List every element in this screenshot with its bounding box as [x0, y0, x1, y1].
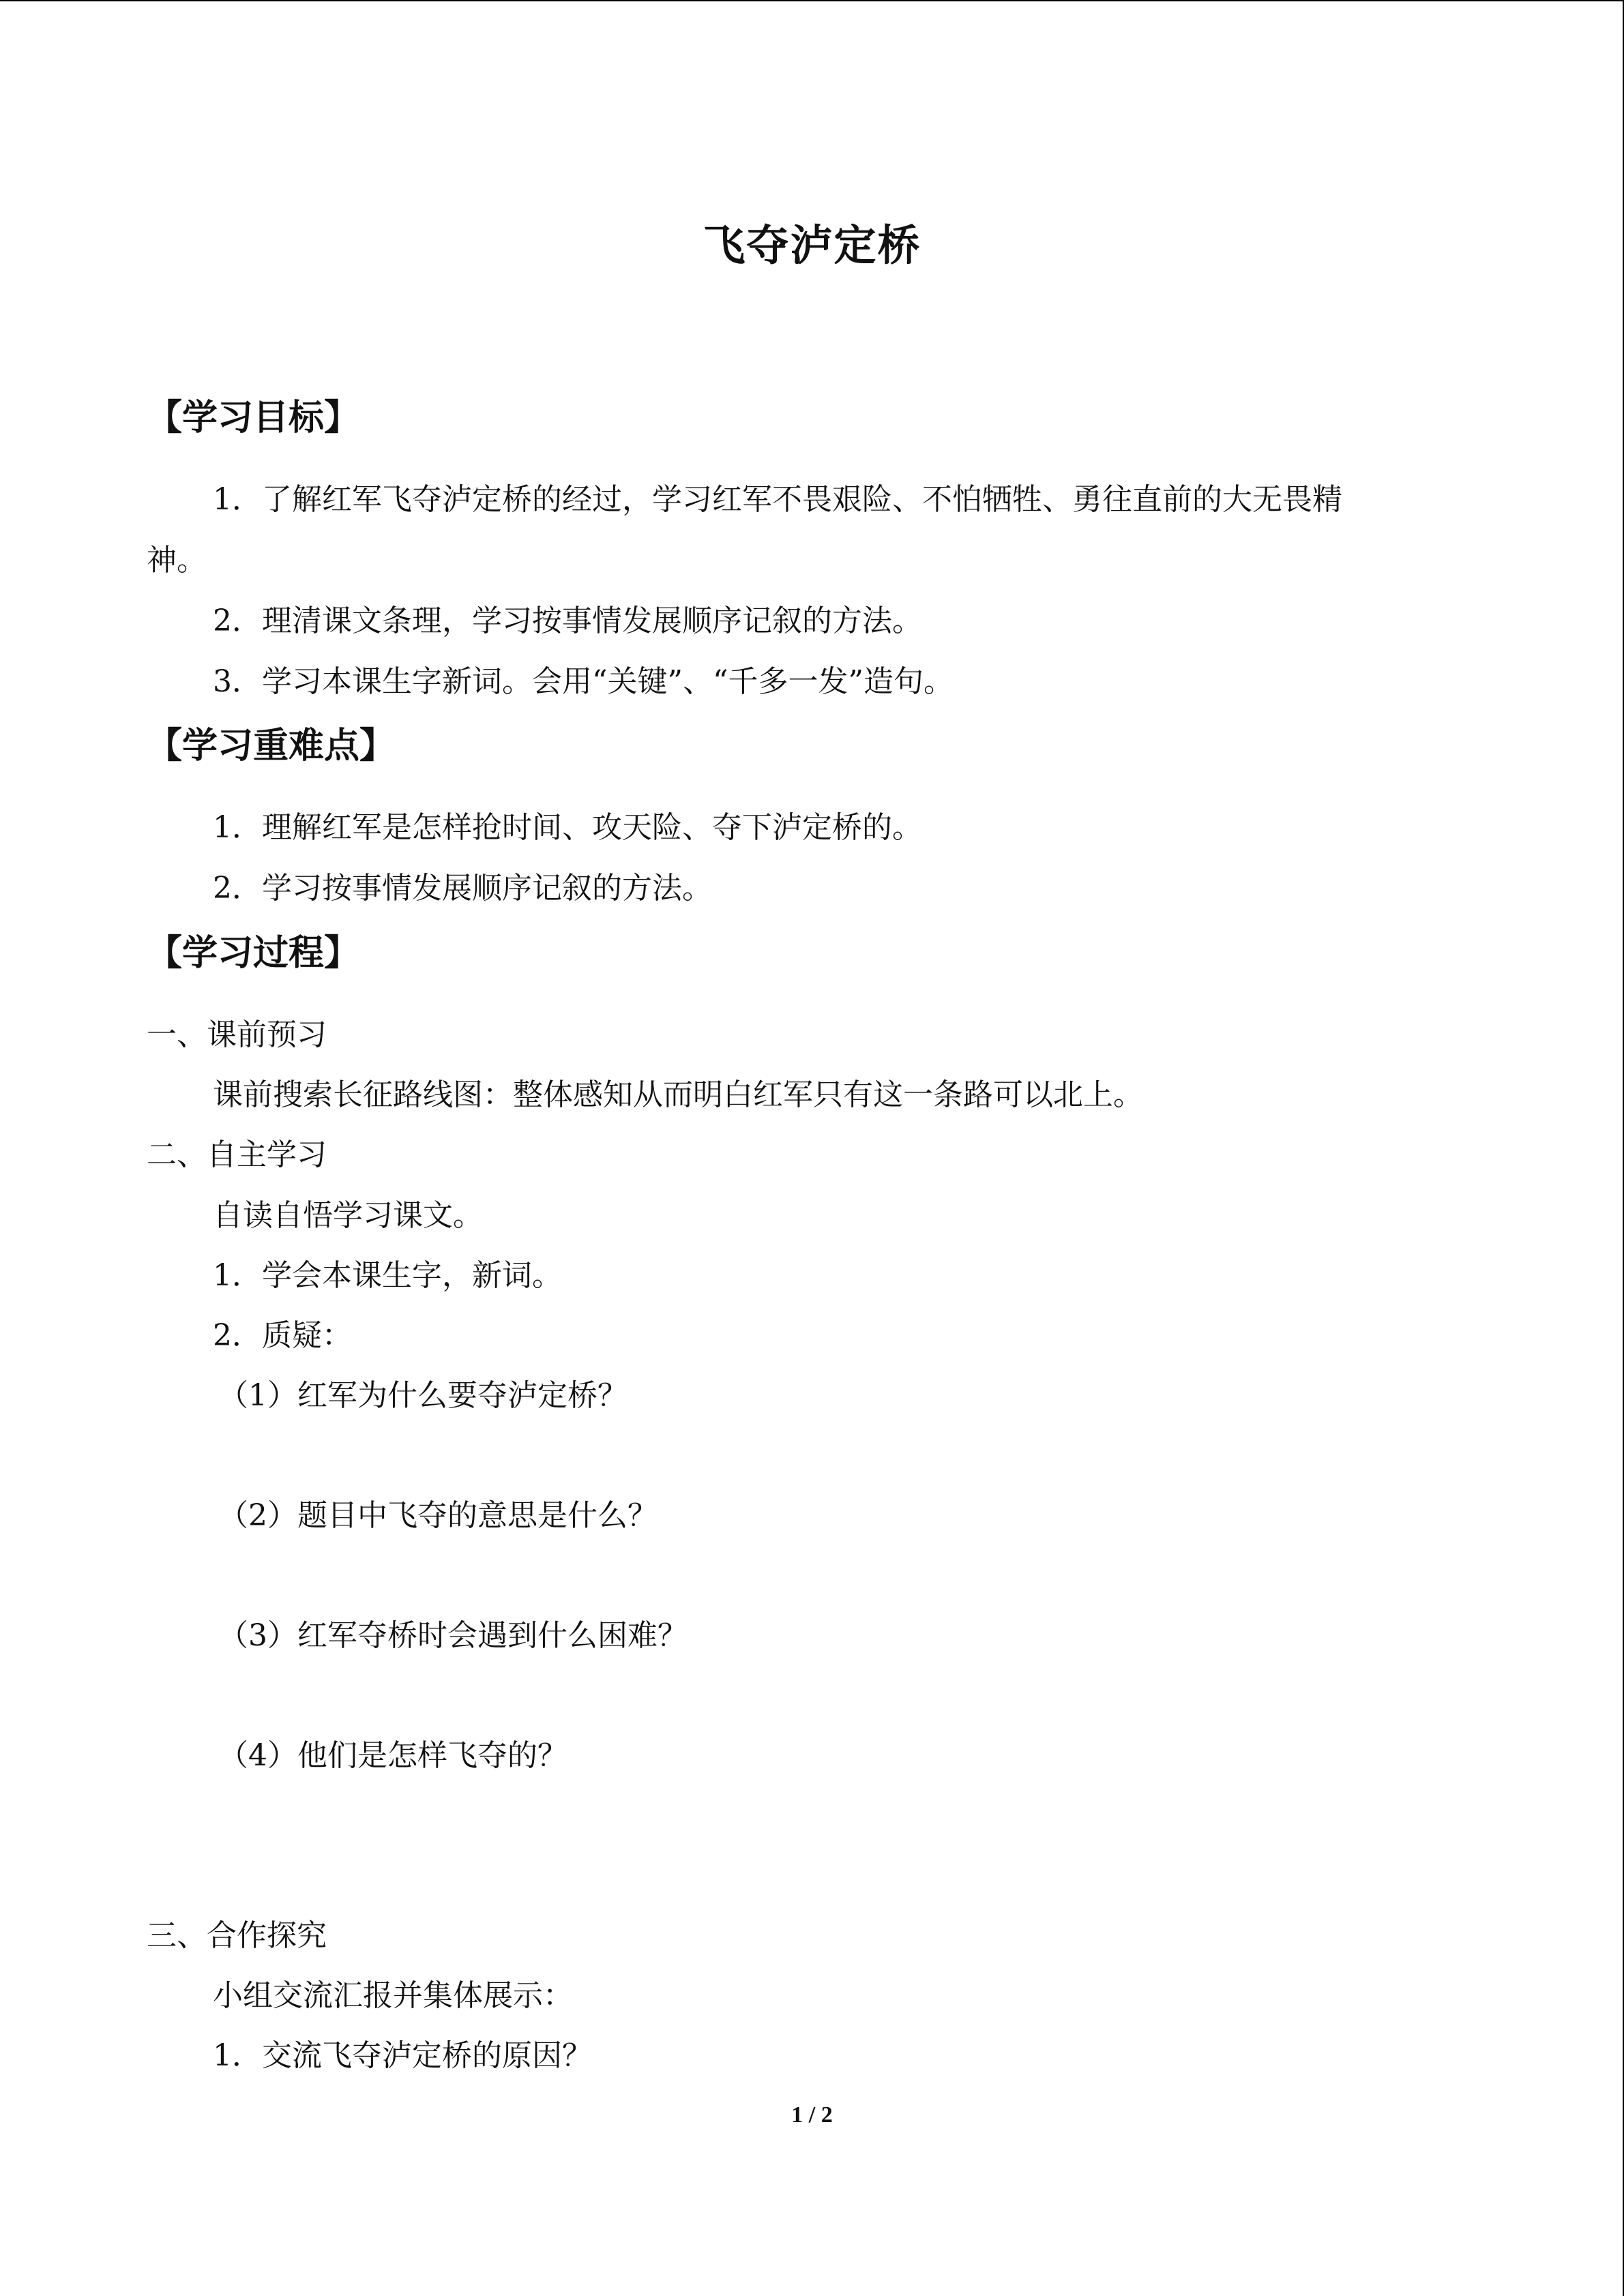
objective-item: 2．理清课文条理，学习按事情发展顺序记叙的方法。 — [213, 603, 922, 638]
question-item: （4）他们是怎样飞夺的？ — [218, 1738, 567, 1773]
part2-item: 1．学会本课生字，新词。 — [213, 1258, 562, 1293]
page-number: 1 / 2 — [791, 2102, 833, 2128]
part3-intro: 小组交流汇报并集体展示： — [213, 1978, 573, 2013]
question-item: （3）红军夺桥时会遇到什么困难？ — [218, 1618, 688, 1653]
part1-title: 一、课前预习 — [147, 1017, 327, 1052]
question-item: （2）题目中飞夺的意思是什么？ — [218, 1498, 658, 1533]
heading-key-points: 【学习重难点】 — [147, 726, 396, 766]
part2-intro: 自读自悟学习课文。 — [213, 1198, 483, 1233]
document-title: 飞夺泸定桥 — [703, 220, 921, 270]
part3-title: 三、合作探究 — [147, 1918, 327, 1953]
key-point-item: 2．学习按事情发展顺序记叙的方法。 — [213, 871, 712, 906]
question-item: （1）红军为什么要夺泸定桥？ — [218, 1378, 628, 1413]
part2-title: 二、自主学习 — [147, 1137, 327, 1172]
part2-item: 2．质疑： — [213, 1318, 352, 1353]
objective-item: 3．学习本课生字新词。会用“关键”、“千多一发”造句。 — [213, 664, 954, 699]
key-point-item: 1．理解红军是怎样抢时间、攻天险、夺下泸定桥的。 — [213, 810, 922, 845]
part3-item: 1．交流飞夺泸定桥的原因？ — [213, 2038, 592, 2073]
part1-text: 课前搜索长征路线图：整体感知从而明白红军只有这一条路可以北上。 — [213, 1077, 1143, 1112]
heading-process: 【学习过程】 — [147, 933, 360, 974]
objective-item-cont: 神。 — [147, 543, 207, 578]
heading-objectives: 【学习目标】 — [147, 398, 360, 438]
objective-item: 1．了解红军飞夺泸定桥的经过，学习红军不畏艰险、不怕牺牲、勇往直前的大无畏精 — [213, 482, 1342, 517]
